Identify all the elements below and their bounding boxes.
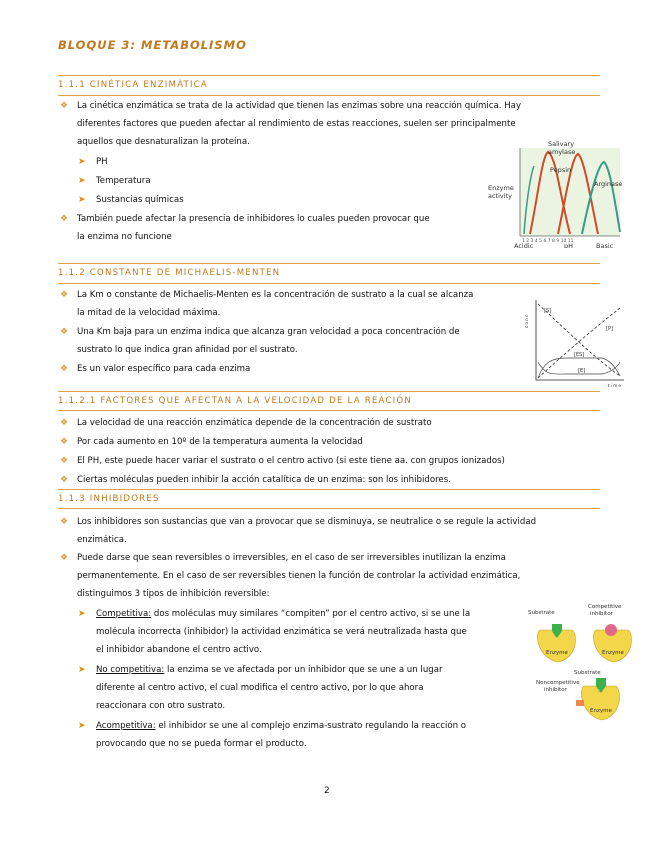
bullet-icon: ❖ — [60, 364, 69, 374]
label-ticks: 1 2 3 4 5 6 7 8 9 10 11 — [522, 239, 574, 244]
label-substrate: Substrate — [528, 610, 555, 616]
label-enzyme: Enzyme — [590, 708, 612, 714]
list-item: El PH, este puede hacer variar el sustrato o el centro activo (si este tiene aa. con grupos ionizados) — [77, 456, 505, 466]
arrow-bullet-icon: ➤ — [78, 195, 86, 205]
section-heading-cinetica: 1.1.1 CINÉTICA ENZIMÁTICA — [58, 80, 208, 90]
arrow-bullet-icon: ➤ — [78, 721, 86, 731]
ph-activity-figure — [486, 136, 632, 248]
list-item: PH — [96, 157, 108, 167]
label-ph: pH — [564, 242, 574, 248]
divider — [58, 263, 600, 264]
divider — [58, 508, 600, 509]
michaelis-graph — [522, 296, 630, 388]
page-number: 2 — [324, 786, 330, 796]
bullet-icon: ❖ — [60, 327, 69, 337]
paragraph: La cinética enzimática se trata de la actividad que tienen las enzimas sobre una reacción química. Hay diferentes factores que pueden afectar al rendimiento de estas reacciones, suelen ser principalmente aquellos que desnaturalizan la proteína. — [77, 101, 522, 147]
bullet-icon: ❖ — [60, 437, 69, 447]
label-acidic: Acidic — [514, 242, 534, 248]
paragraph: Puede darse que sean reversibles o irreversibles, en el caso de ser irreversibles inutilizan la enzima permanentemente. En el caso de ser reversibles tienen la función de controlar la actividad enzimática, distinguimos 3 tipos de inhibición reversible: — [77, 553, 521, 599]
label-amylase: amylase — [548, 148, 576, 156]
label-e: [E] — [578, 368, 586, 374]
section-heading-michaelis: 1.1.2 CONSTANTE DE MICHAELIS-MENTEN — [58, 268, 281, 278]
label-enzyme: Enzyme — [602, 650, 624, 656]
label-inhibitor: inhibitor — [590, 611, 613, 617]
label-s: [S] — [544, 308, 552, 314]
divider — [58, 391, 600, 392]
paragraph: Una Km baja para un enzima indica que alcanza gran velocidad a poca concentración de sustrato lo que indica gran afinidad por el sustrato. — [77, 327, 460, 355]
bullet-icon: ❖ — [60, 553, 69, 563]
divider — [58, 75, 600, 76]
label-activity: activity — [488, 192, 512, 200]
label-es: [ES] — [574, 352, 585, 358]
list-item: Sustancias químicas — [96, 195, 184, 205]
bullet-icon: ❖ — [60, 418, 69, 428]
bullet-icon: ❖ — [60, 517, 69, 527]
list-item: Por cada aumento en 10º de la temperatura aumenta la velocidad — [77, 437, 363, 447]
label-inhibitor: inhibitor — [544, 687, 567, 693]
label-arginase: Arginase — [594, 180, 623, 188]
label-p: [P] — [606, 326, 613, 332]
bullet-icon: ❖ — [60, 101, 69, 111]
label-enzyme: Enzyme — [488, 184, 514, 192]
label-basic: Basic — [596, 242, 614, 248]
arrow-bullet-icon: ➤ — [78, 609, 86, 619]
list-item: La velocidad de una reacción enzimática depende de la concentración de sustrato — [77, 418, 432, 428]
divider — [58, 489, 600, 490]
label-conc: c o n c — [524, 314, 529, 328]
arrow-bullet-icon: ➤ — [78, 157, 86, 167]
inhibitor-figure — [522, 600, 636, 724]
paragraph: También puede afectar la presencia de inhibidores lo cuales pueden provocar que la enzima no funcione — [77, 214, 430, 242]
bullet-icon: ❖ — [60, 475, 69, 485]
list-item: Temperatura — [96, 176, 151, 186]
inhibition-type: Competitiva: dos moléculas muy similares “compiten” por el centro activo, si se une la molécula incorrecta (inhibidor) la actividad enzimática se verá neutralizada hasta que el inhibidor abandone el centro activo. — [96, 609, 471, 655]
divider — [58, 410, 600, 411]
label-competitive: Competitive — [588, 604, 622, 610]
arrow-bullet-icon: ➤ — [78, 176, 86, 186]
label-time: t i m e — [608, 383, 621, 388]
divider — [58, 95, 600, 96]
inhibition-type: Acompetitiva: el inhibidor se une al complejo enzima-sustrato regulando la reacción o provocando que no se pueda formar el producto. — [96, 721, 467, 749]
paragraph: La Km o constante de Michaelis-Menten es la concentración de sustrato a la cual se alcanza la mitad de la velocidad máxima. — [77, 290, 474, 318]
bullet-icon: ❖ — [60, 456, 69, 466]
label-enzyme: Enzyme — [546, 650, 568, 656]
label-substrate: Substrate — [574, 670, 601, 676]
inhibition-type: No competitiva: la enzima se ve afectada por un inhibidor que se une a un lugar diferente al centro activo, el cual modifica el centro activo, por lo que ahora reaccionara con otro sustrato. — [96, 665, 443, 711]
divider — [58, 283, 600, 284]
bullet-icon: ❖ — [60, 214, 69, 224]
list-item: Ciertas moléculas pueden inhibir la acción catalítica de un enzima: son los inhibidores. — [77, 475, 451, 485]
paragraph: Los inhibidores son sustancias que van a provocar que se disminuya, se neutralice o se regule la actividad enzimática. — [77, 517, 537, 545]
label-pepsin: Pepsin — [550, 166, 572, 174]
arrow-bullet-icon: ➤ — [78, 665, 86, 675]
paragraph: Es un valor específico para cada enzima — [77, 364, 251, 374]
label-salivary: Salivary — [548, 140, 575, 148]
section-heading-inhibidores: 1.1.3 INHIBIDORES — [58, 494, 160, 504]
page-title: BLOQUE 3: METABOLISMO — [58, 38, 247, 52]
label-noncompetitive: Noncompetitive — [536, 680, 580, 686]
bullet-icon: ❖ — [60, 290, 69, 300]
section-heading-factores: 1.1.2.1 FACTORES QUE AFECTAN A LA VELOCIDAD DE LA REACIÓN — [58, 396, 412, 406]
